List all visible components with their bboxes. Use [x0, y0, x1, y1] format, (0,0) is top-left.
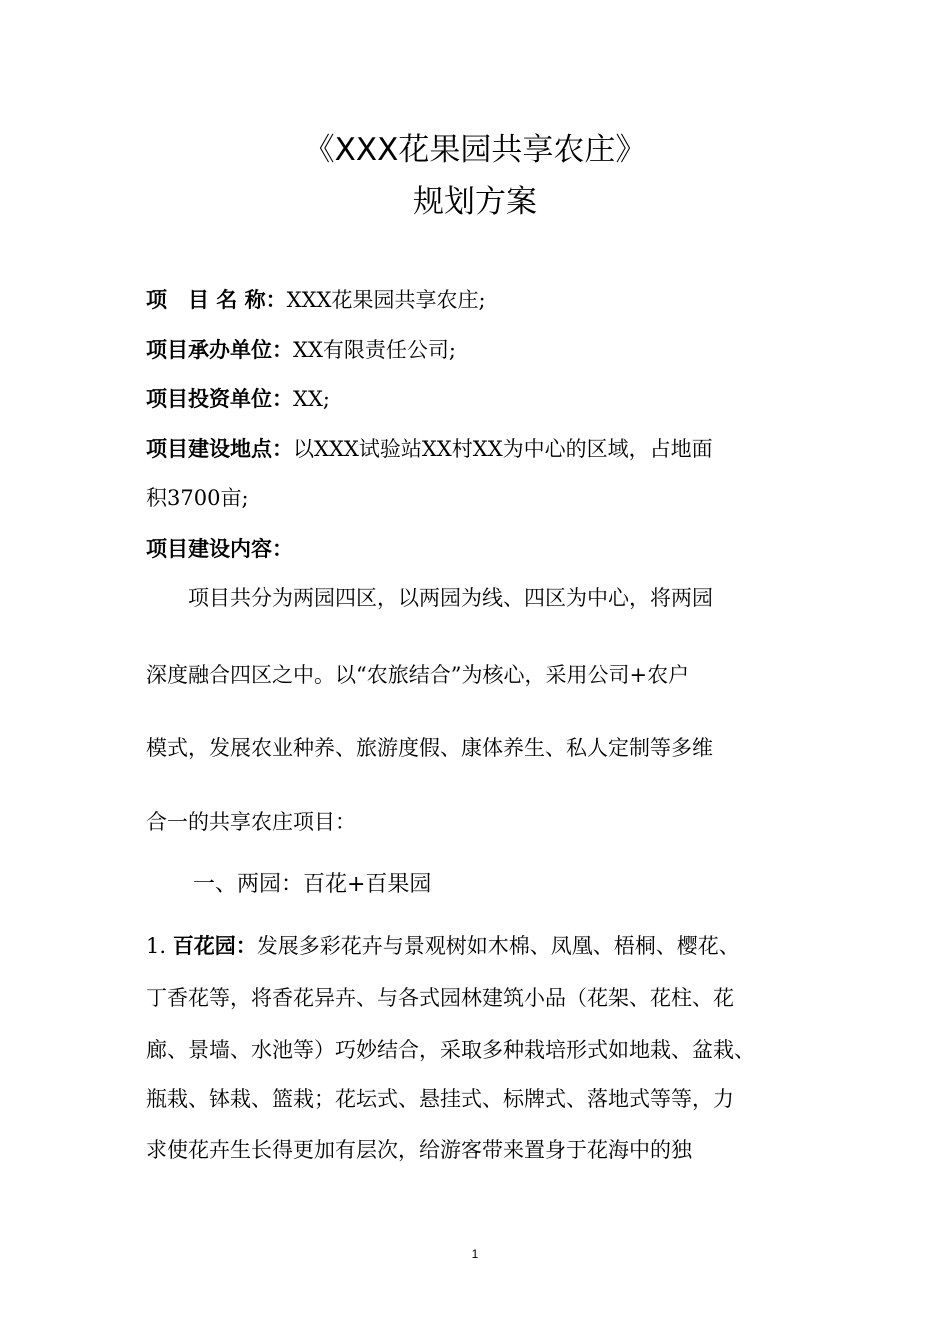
document-title-line1: 《XXX花果园共享农庄》 — [303, 132, 647, 168]
document-title-line2: 规划方案 — [413, 184, 537, 220]
field-investor — [146, 383, 330, 415]
list-item-text-line: 求使花卉生长得更加有层次，给游客带来置身于花海中的独 — [146, 1138, 692, 1162]
field-value: 以XXX试验站XX村XX为中心的区域，占地面 — [293, 437, 713, 461]
field-location-continued: 积3700亩; — [146, 486, 249, 510]
list-item — [146, 930, 740, 962]
intro-paragraph-line: 深度融合四区之中。以“农旅结合”为核心，采用公司+农户 — [146, 663, 690, 687]
field-label: 项目投资单位： — [146, 387, 293, 411]
field-label: 项目承办单位： — [146, 338, 293, 362]
intro-paragraph-line: 项目共分为两园四区，以两园为线、四区为中心，将两园 — [188, 586, 713, 610]
field-label: 项目建设地点： — [146, 437, 293, 461]
intro-paragraph-line: 模式，发展农业种养、旅游度假、康体养生、私人定制等多维 — [146, 736, 713, 760]
section-heading: 一、两园：百花+百果园 — [193, 872, 432, 897]
field-location — [146, 433, 713, 465]
page-number: 1 — [471, 1247, 479, 1261]
list-item-text-line: 廊、景墙、水池等）巧妙结合，采取多种栽培形式如地栽、盆栽、 — [146, 1038, 755, 1062]
field-value: XX有限责任公司; — [293, 338, 456, 362]
list-item-number: 1. — [146, 934, 167, 958]
intro-paragraph-line: 合一的共享农庄项目： — [146, 810, 356, 834]
field-value: XX; — [293, 387, 330, 411]
list-item-text: 发展多彩花卉与景观树如木棉、凤凰、梧桐、樱花、 — [256, 934, 740, 958]
field-organizer — [146, 334, 456, 366]
field-label: 项 目 名 称： — [146, 288, 287, 312]
list-item-text-line: 瓶栽、钵栽、篮栽；花坛式、悬挂式、标牌式、落地式等等，力 — [146, 1087, 734, 1111]
field-value: XXX花果园共享农庄; — [286, 288, 486, 312]
list-item-text-line: 丁香花等，将香花异卉、与各式园林建筑小品（花架、花柱、花 — [146, 986, 734, 1010]
field-label: 项目建设内容： — [146, 537, 293, 561]
list-item-label: 百花园： — [172, 934, 257, 958]
field-content — [146, 533, 293, 565]
field-project-name — [146, 284, 486, 316]
